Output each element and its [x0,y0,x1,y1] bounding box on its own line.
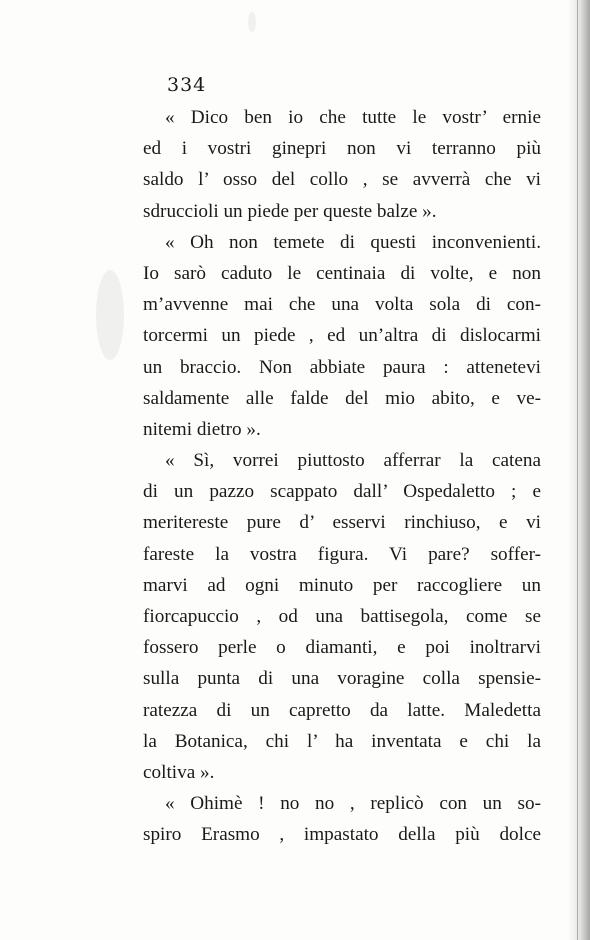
text-line: coltiva ». [143,761,215,783]
text-line: « Oh non temete di questi inconvenienti. [165,231,541,253]
text-line: Io sarò caduto le centinaia di volte, e non [143,262,541,284]
text-line: saldo l’ osso del collo , se avverrà che vi [143,169,541,191]
text-line: la Botanica, chi l’ ha inventata e chi la [143,730,541,752]
text-line: marvi ad ogni minuto per raccogliere un [143,574,541,596]
text-line: « Dico ben io che tutte le vostr’ ernie [165,107,541,128]
text-line: meritereste pure d’ esservi rinchiuso, e vi [143,512,541,534]
text-line: saldamente alle falde del mio abito, e ve- [143,387,541,409]
text-line: fiorcapuccio , od una battisegola, come se [143,606,541,627]
text-line: sdruccioli un piede per queste balze ». [143,200,437,222]
body-text [143,102,541,851]
paper-smudge [96,270,124,360]
text-line: « Sì, vorrei piuttosto afferrar la catena [165,450,541,472]
text-line: fossero perle o diamanti, e poi inoltrarvi [143,637,541,659]
text-line: di un pazzo scappato dall’ Ospedaletto ; e [143,481,541,503]
text-line: sulla punta di una voragine colla spensie- [143,668,541,690]
paper-smudge [248,12,256,32]
text-line: ratezza di un capretto da latte. Maledetta [143,699,541,721]
text-line: fareste la vostra figura. Vi pare? soffer- [143,543,541,565]
text-line: m’avvenne mai che una volta sola di con- [143,294,541,316]
page-number: 334 [167,74,207,96]
text-line: nitemi dietro ». [143,418,261,440]
text-line: un braccio. Non abbiate paura : attenetevi [143,356,541,378]
text-line: torcermi un piede , ed un’altra di dislocarmi [143,325,541,347]
page-edge-shadow [568,0,590,940]
text-line: « Ohimè ! no no , replicò con un so- [165,793,541,815]
text-line: spiro Erasmo , impastato della più dolce [143,824,541,846]
text-line: ed i vostri ginepri non vi terranno più [143,138,541,160]
